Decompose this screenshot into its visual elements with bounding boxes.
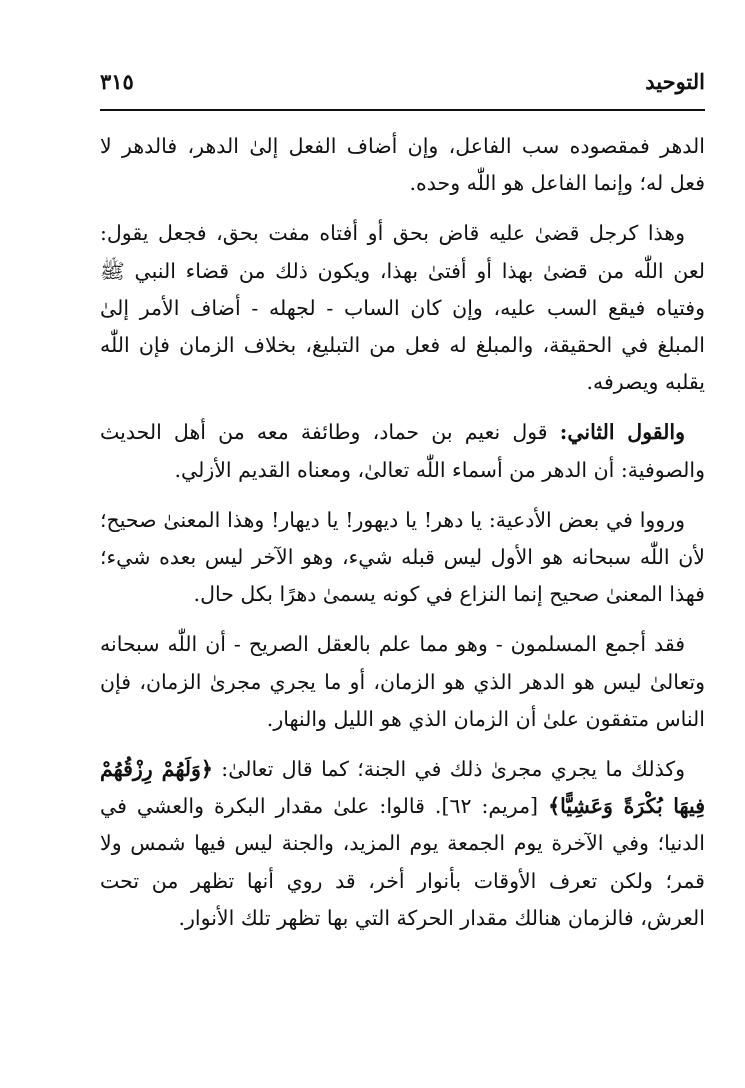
paragraph-1: الدهر فمقصوده سب الفاعل، وإن أضاف الفعل إلىٰ الدهر، فالدهر لا فعل له؛ وإنما الفاعل هو اللّٰه وحده.: [100, 134, 705, 196]
paragraph-4: ورووا في بعض الأدعية: يا دهر! يا ديهور! يا ديهار! وهذا المعنىٰ صحيح؛ لأن اللّٰه سبحانه هو الأول ليس قبله شيء، وهو الآخر ليس بعده شيء؛ فهذا المعنىٰ صحيح إنما النزاع في كونه يسمىٰ دهرًا بكل حال.: [100, 507, 705, 607]
verse-reference: [مريم: ٦٢]: [441, 794, 549, 819]
paragraph-2: وهذا كرجل قضىٰ عليه قاض بحق أو أفتاه مفت بحق، فجعل يقول: لعن اللّٰه من قضىٰ بهذا أو أفتىٰ بهذا، ويكون ذلك من قضاء النبي ﷺ وفتياه فيقع السب عليه، وإن كان الساب - لجهله - أضاف الأمر إلىٰ المبلغ في الحقيقة، والمبلغ له فعل من التبليغ، بخلاف الزمان فإن اللّٰه يقلبه ويصرفه.: [100, 221, 705, 395]
page-number: ٣١٥: [100, 68, 134, 94]
page-body: [100, 128, 705, 950]
running-title: التوحيد: [645, 68, 705, 94]
second-opinion-label: والقول الثاني:: [559, 420, 685, 445]
quran-verse: ﴿وَلَهُمْ رِزْقُهُمْ فِيهَا بُكْرَةً وَعَشِيًّا﴾: [100, 757, 705, 819]
paragraph-3: [100, 414, 705, 488]
paragraph-5: فقد أجمع المسلمون - وهو مما علم بالعقل الصريح - أن اللّٰه سبحانه وتعالىٰ ليس هو الدهر الذي هو الزمان، أو ما يجري مجرىٰ الزمان، فإن الناس متفقون علىٰ أن الزمان الذي هو الليل والنهار.: [100, 632, 705, 731]
page-header: [100, 58, 705, 104]
paragraph-3-text: قول نعيم بن حماد، وطائفة معه من أهل الحديث والصوفية: أن الدهر من أسماء اللّٰه تعالىٰ، ومعناه القديم الأزلي.: [100, 420, 705, 482]
paragraph-6-rest: . قالوا: علىٰ مقدار البكرة والعشي في الدنيا؛ وفي الآخرة يوم الجمعة يوم المزيد، والجنة ليس فيها شمس ولا قمر؛ ولكن تعرف الأوقات بأنوار أخر، قد روي أنها تظهر من تحت العرش، فالزمان هنالك مقدار الحركة التي بها تظهر تلك الأنوار.: [100, 794, 705, 930]
paragraph-6-intro: وكذلك ما يجري مجرىٰ ذلك في الجنة؛ كما قال تعالىٰ:: [212, 757, 685, 782]
paragraph-6: [100, 751, 705, 937]
header-rule: [100, 109, 705, 111]
